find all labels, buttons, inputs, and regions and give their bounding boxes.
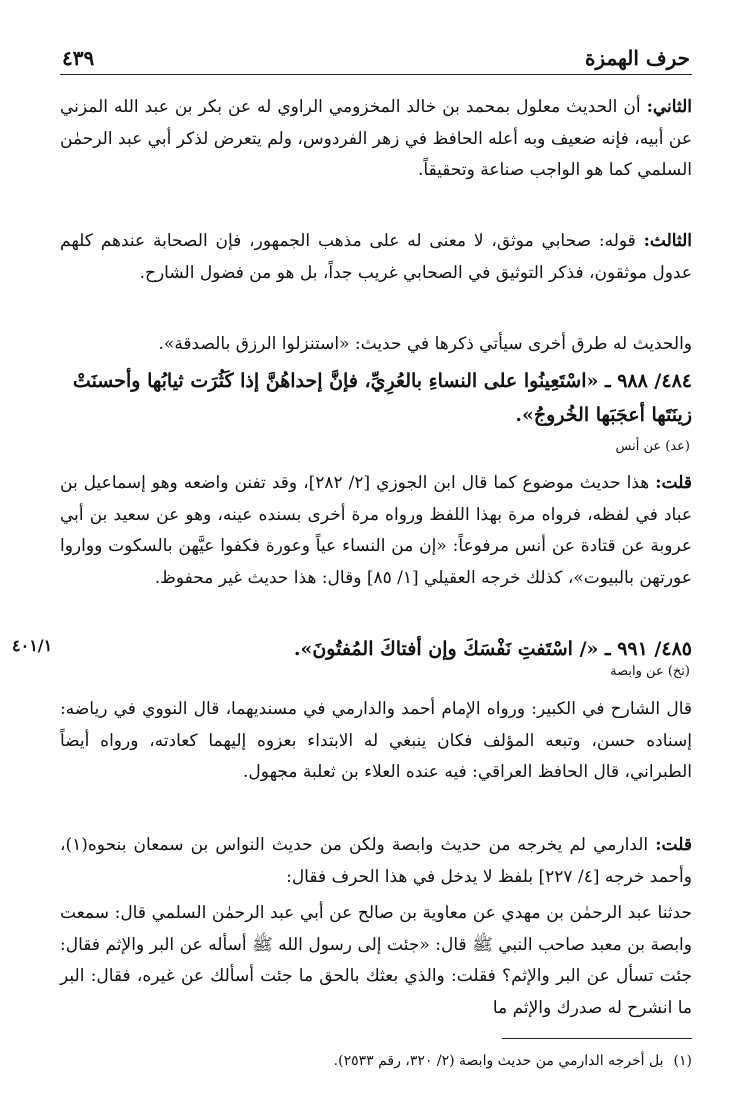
paragraph-second-point bbox=[60, 92, 692, 187]
side-reference: ٤٠١/١ bbox=[12, 636, 53, 655]
paragraph-text: الدارمي لم يخرجه من حديث وابصة ولكن من حديث النواس بن سمعان بنحوه(١)، وأحمد خرجه [٤/ ٢٢٧] بلفظ لا يدخل في هذا الحرف فقال: bbox=[60, 835, 692, 887]
paragraph-text: أن الحديث معلول بمحمد بن خالد المخزومي الراوي له عن بكر بن عبد الله المزني عن أبيه، فإنه ضعيف وبه أعله الحافظ في زهر الفردوس، ولم يتعرض لذكر أبي عبد الرحمٰن السلمي كما هو الواجب صناعة وتحقيقاً. bbox=[60, 97, 692, 180]
document-page bbox=[12, 40, 692, 1069]
footnote bbox=[60, 1050, 692, 1072]
footnote-divider bbox=[502, 1038, 692, 1039]
hadith-984: ٤٨٤/ ٩٨٨ ـ «اسْتَعِينُوا على النساءِ بالعُرِيِّ، فإنَّ إحداهُنَّ إذا كَثُرَت ثيابُها وأحسنَتْ زينَتَها أعجَبَها الخُروجُ». bbox=[72, 370, 692, 426]
paragraph-third-point bbox=[60, 226, 692, 289]
hadith-source: (تخ) عن وابصة bbox=[610, 664, 690, 679]
paragraph-lead: الثالث: bbox=[643, 231, 692, 251]
footnote-number: (١) bbox=[673, 1053, 692, 1069]
page-number: ٤٣٩ bbox=[62, 46, 95, 70]
paragraph-text: قوله: صحابي موثق، لا معنى له على مذهب الجمهور، فإن الصحابة عندهم كلهم عدول موثقون، فذكر التوثيق في الصحابي غريب جداً، بل هو من فضول الشارح. bbox=[60, 231, 692, 283]
paragraph-commentary-2 bbox=[60, 830, 692, 893]
paragraph-other-routes: والحديث له طرق أخرى سيأتي ذكرها في حديث: «استنزلوا الرزق بالصدقة». bbox=[158, 334, 692, 354]
paragraph-commentary-1 bbox=[60, 468, 692, 594]
hadith-source: (عد) عن أنس bbox=[615, 439, 690, 454]
hadith-985: ٤٨٥/ ٩٩١ ـ «/ اسْتَفتِ نَفْسَكَ وإن أفتاكَ المُفتُونَ». bbox=[293, 638, 692, 660]
page-header bbox=[60, 40, 692, 75]
paragraph-lead: الثاني: bbox=[646, 97, 692, 117]
paragraph-sharih: قال الشارح في الكبير: ورواه الإمام أحمد والدارمي في مسنديهما، قال النووي في رياضه: إسناده حسن، وتبعه المؤلف فكان ينبغي له الابتداء بعزوه إليهما كعادته، ورواه أيضاً الطبراني، قال الحافظ العراقي: فيه عنده العلاء بن ثعلبة مجهول. bbox=[60, 699, 692, 782]
footnote-text: بل أخرجه الدارمي من حديث وابصة (٢/ ٣٢٠، رقم ٢٥٣٣). bbox=[333, 1053, 664, 1069]
paragraph-isnad: حدثنا عبد الرحمٰن بن مهدي عن معاوية بن صالح عن أبي عبد الرحمٰن السلمي قال: سمعت وابصة بن معبد صاحب النبي ﷺ قال: «جئت إلى رسول الله ﷺ أسأله عن البر والإثم فقال: جئت تسأل عن البر والإثم؟ فقلت: والذي بعثك بالحق ما جئت أسألك عن غيره، فقال: البر ما انشرح له صدرك والإثم ما bbox=[60, 903, 692, 1018]
chapter-title: حرف الهمزة bbox=[584, 46, 690, 70]
paragraph-lead: قلت: bbox=[655, 473, 692, 493]
paragraph-text: هذا حديث موضوع كما قال ابن الجوزي [٢/ ٢٨٢]، وقد تفنن واضعه وهو إسماعيل بن عباد في لفظه، فرواه مرة بهذا اللفظ ورواه مرة أخرى بسنده عينه، وهو عن سعيد بن أبي عروبة عن قتادة عن أنس مرفوعاً: «إن من النساء عياً وعورة فكفوا عيَّهن بالسكوت وواروا عورتهن بالبيوت»، كذلك خرجه العقيلي [١/ ٨٥] وقال: هذا حديث غير محفوظ. bbox=[60, 473, 692, 588]
paragraph-lead: قلت: bbox=[655, 835, 692, 855]
